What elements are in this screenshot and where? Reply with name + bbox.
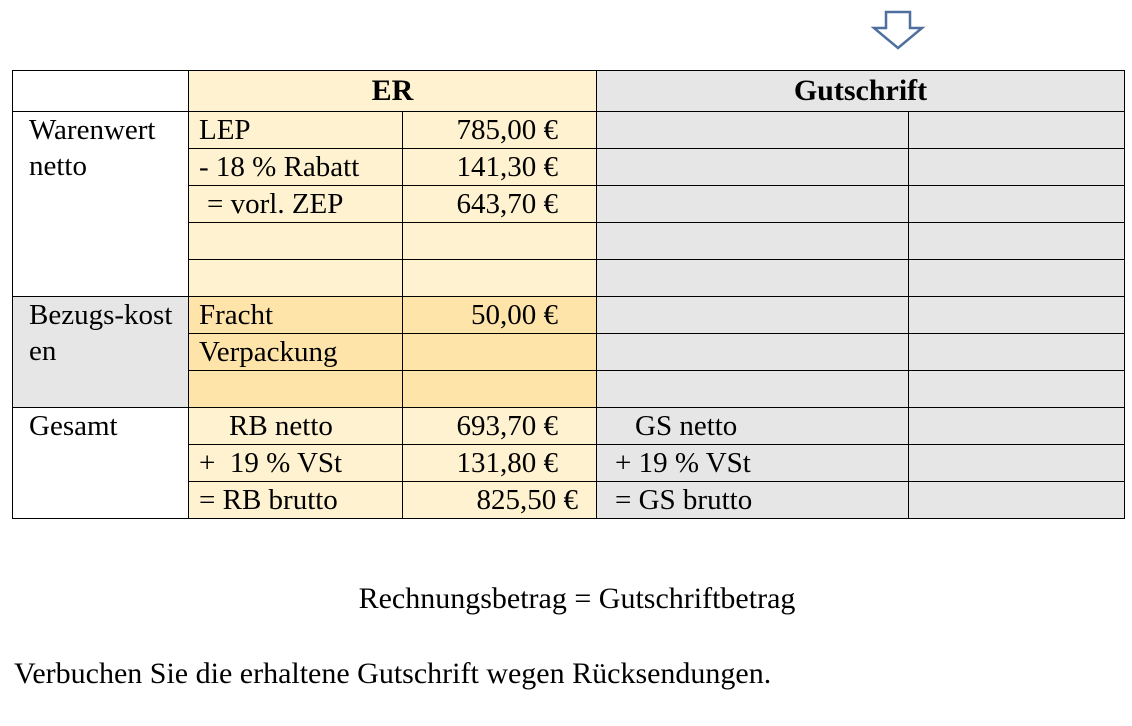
row-label: - 18 % Rabatt bbox=[189, 149, 403, 186]
row-value bbox=[403, 371, 597, 408]
row-label: = vorl. ZEP bbox=[189, 186, 403, 223]
row-label: Verpackung bbox=[189, 334, 403, 371]
row-label: LEP bbox=[189, 112, 403, 149]
row-label: + 19 % VSt bbox=[189, 445, 403, 482]
instruction-text: Verbuchen Sie die erhaltene Gutschrift wegen Rücksendungen. bbox=[14, 657, 772, 690]
gs-label-cell bbox=[597, 371, 909, 408]
row-label bbox=[189, 260, 403, 297]
er-header: ER bbox=[189, 71, 597, 112]
group-label-warenwert: Warenwert netto bbox=[13, 112, 189, 297]
table-row bbox=[13, 112, 1125, 149]
gs-label-cell: = GS brutto bbox=[597, 482, 909, 519]
row-value: 50,00 € bbox=[403, 297, 597, 334]
table-row bbox=[13, 408, 1125, 445]
gs-value-cell bbox=[909, 482, 1125, 519]
table-row bbox=[13, 297, 1125, 334]
row-label: RB netto bbox=[189, 408, 403, 445]
gutschrift-header: Gutschrift bbox=[597, 71, 1125, 112]
calculation-table bbox=[12, 70, 1125, 519]
row-value bbox=[403, 260, 597, 297]
equation-text: Rechnungsbetrag = Gutschriftbetrag bbox=[358, 582, 796, 615]
group-label-gesamt: Gesamt bbox=[13, 408, 189, 519]
gs-label-cell bbox=[597, 223, 909, 260]
row-label bbox=[189, 371, 403, 408]
gs-label-cell: + 19 % VSt bbox=[597, 445, 909, 482]
gs-value-cell bbox=[909, 445, 1125, 482]
row-label bbox=[189, 223, 403, 260]
row-value: 825,50 € bbox=[403, 482, 597, 519]
table-header-row bbox=[13, 71, 1125, 112]
row-label: Fracht bbox=[189, 297, 403, 334]
row-value: 141,30 € bbox=[403, 149, 597, 186]
gs-value-cell bbox=[909, 186, 1125, 223]
row-value: 693,70 € bbox=[403, 408, 597, 445]
gs-value-cell bbox=[909, 112, 1125, 149]
gs-label-cell bbox=[597, 149, 909, 186]
gs-label-cell bbox=[597, 260, 909, 297]
gs-value-cell bbox=[909, 408, 1125, 445]
group-label-bezugskosten: Bezugs-kosten bbox=[13, 297, 189, 408]
gs-value-cell bbox=[909, 297, 1125, 334]
gs-label-cell: GS netto bbox=[597, 408, 909, 445]
gs-value-cell bbox=[909, 223, 1125, 260]
row-value: 131,80 € bbox=[403, 445, 597, 482]
gs-value-cell bbox=[909, 371, 1125, 408]
gs-value-cell bbox=[909, 149, 1125, 186]
row-label: = RB brutto bbox=[189, 482, 403, 519]
gs-label-cell bbox=[597, 186, 909, 223]
gs-label-cell bbox=[597, 334, 909, 371]
gs-label-cell bbox=[597, 297, 909, 334]
gs-value-cell bbox=[909, 260, 1125, 297]
gs-value-cell bbox=[909, 334, 1125, 371]
row-value bbox=[403, 334, 597, 371]
gs-label-cell bbox=[597, 112, 909, 149]
down-arrow-icon bbox=[870, 10, 926, 50]
row-value: 643,70 € bbox=[403, 186, 597, 223]
empty-corner-cell bbox=[13, 71, 189, 112]
row-value: 785,00 € bbox=[403, 112, 597, 149]
row-value bbox=[403, 223, 597, 260]
